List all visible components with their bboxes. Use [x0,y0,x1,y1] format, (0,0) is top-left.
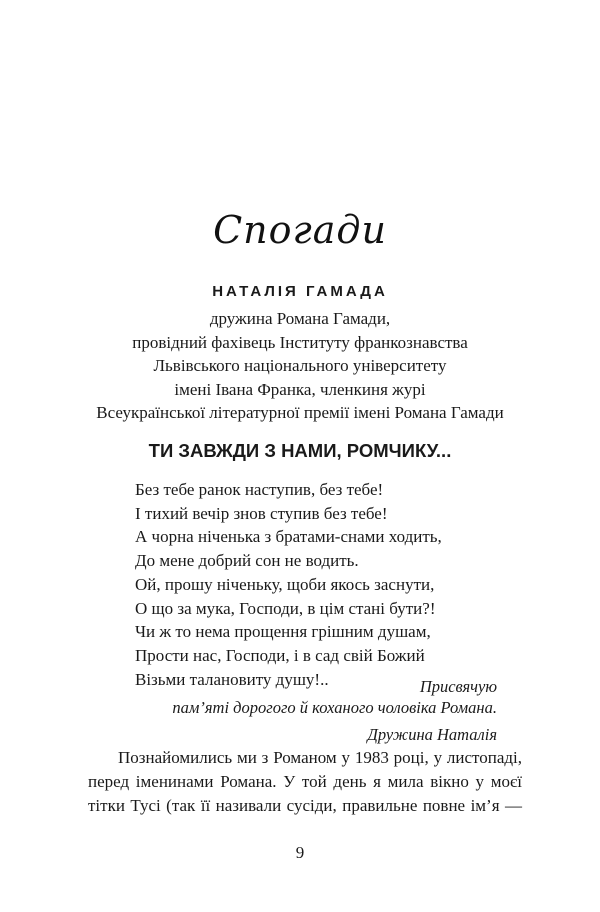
poem-line: Чи ж то нема прощення грішним душам, [135,622,431,642]
body-line: Познайомились ми з Романом у 1983 році, у листопаді, [118,748,522,767]
poem-line: Прости нас, Господи, і в сад свій Божий [135,645,425,665]
body-paragraph [88,746,522,818]
poem-line: Ой, прошу ніченьку, щоби якось заснути, [135,574,435,594]
essay-title: ТИ ЗАВЖДИ З НАМИ, РОМЧИКУ... [148,440,452,461]
poem-line: А чорна ніченька з братами-снами ходить, [135,527,442,547]
dedication-line: Присвячую [419,677,497,696]
body-line: перед іменинами Романа. У той день я мила вікно у моєї [88,772,522,791]
dedication-signature: Дружина Наталія [367,725,497,744]
poem-line: І тихий вечір знов ступив без тебе! [135,503,388,523]
poem-line: О що за мука, Господи, в цім стані бути?! [135,598,436,618]
bio-line: дружина Романа Гамади, [209,309,391,328]
page-number: 9 [295,843,305,862]
poem [135,478,442,691]
poem-line: Візьми талановиту душу!.. [135,669,329,689]
author-name: НАТАЛІЯ ГАМАДА [212,283,388,300]
bio-line: імені Івана Франка, членкиня журі [174,379,426,399]
author-bio [0,307,600,425]
bio-line: Всеукраїнської літературної премії імені Романа Гамади [96,403,504,422]
bio-line: провідний фахівець Інституту франкознавства [132,332,468,352]
poem-line: До мене добрий сон не водить. [135,551,359,571]
poem-line: Без тебе ранок наступив, без тебе! [135,480,384,499]
dedication-line: пам’яті дорогого й коханого чоловіка Романа. [172,698,497,717]
dedication [172,676,497,745]
bio-line: Львівського національного університету [153,356,447,375]
section-title: Спогади [213,208,387,252]
body-line: тітки Тусі (так її називали сусіди, правильне повне ім’я — [88,796,522,815]
